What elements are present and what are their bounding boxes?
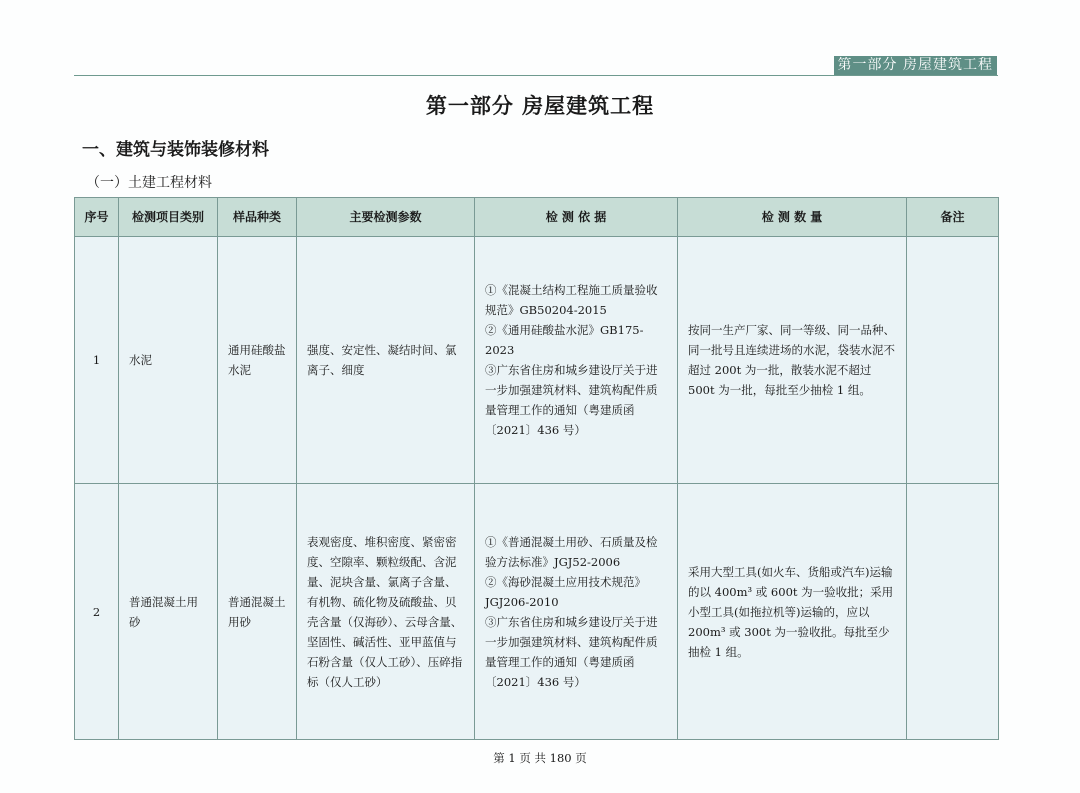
header-cell-quantity: 检 测 数 量 [678,198,907,237]
page-number-footer: 第 1 页 共 180 页 [493,751,587,765]
header-section-tag: 第一部分 房屋建筑工程 [834,56,997,75]
row-params: 表观密度、堆积密度、紧密密度、空隙率、颗粒级配、含泥量、泥块含量、氯离子含量、有机物、硫化物及硫酸盐、贝壳含量（仅海砂）、云母含量、坚固性、碱活性、亚甲蓝值与石粉含量（仅人工砂）、压碎指标（仅人工砂） [297,484,475,740]
row-no: 1 [75,237,119,484]
basis-item: ①《普通混凝土用砂、石质量及检验方法标准》JGJ52-2006 [485,534,658,569]
section-title: 一、建筑与装饰装修材料 [82,140,269,160]
header-cell-basis: 检 测 依 据 [475,198,678,237]
row-basis [475,484,678,740]
basis-item: ②《海砂混凝土应用技术规范》JGJ206-2010 [485,574,646,609]
basis-item: ③广东省住房和城乡建设厅关于进一步加强建筑材料、建筑构配件质量管理工作的通知（粤建质函〔2021〕436 号） [485,614,658,689]
table-row [75,484,999,740]
row-category: 水泥 [119,237,218,484]
basis-item: ②《通用硅酸盐水泥》GB175-2023 [485,323,644,357]
row-remark [907,237,999,484]
header-cell-no: 序号 [75,198,119,237]
row-sample: 普通混凝土用砂 [218,484,297,740]
header-cell-remark: 备注 [907,198,999,237]
row-quantity: 按同一生产厂家、同一等级、同一品种、同一批号且连续进场的水泥，袋装水泥不超过 200t 为一批，散装水泥不超过 500t 为一批，每批至少抽检 1 组。 [678,237,907,484]
row-remark [907,484,999,740]
row-basis [475,237,678,484]
row-no: 2 [75,484,119,740]
basis-item: ①《混凝土结构工程施工质量验收规范》GB50204-2015 [485,283,658,317]
table-header-row [75,198,999,237]
page-title: 第一部分 房屋建筑工程 [425,94,655,118]
row-category: 普通混凝土用砂 [119,484,218,740]
table-row [75,237,999,484]
header-cell-params: 主要检测参数 [297,198,475,237]
header-cell-sample: 样品种类 [218,198,297,237]
header-cell-category: 检测项目类别 [119,198,218,237]
header-rule [74,75,998,76]
row-quantity: 采用大型工具(如火车、货船或汽车)运输的以 400m³ 或 600t 为一验收批；采用小型工具(如拖拉机等)运输的，应以 200m³ 或 300t 为一验收批。每批至少抽检 1 组。 [678,484,907,740]
basis-item: ③广东省住房和城乡建设厅关于进一步加强建筑材料、建筑构配件质量管理工作的通知（粤建质函〔2021〕436 号） [485,363,658,437]
inspection-table [74,197,999,740]
row-params: 强度、安定性、凝结时间、氯离子、细度 [297,237,475,484]
row-sample: 通用硅酸盐水泥 [218,237,297,484]
subsection-title: （一）土建工程材料 [86,175,212,191]
